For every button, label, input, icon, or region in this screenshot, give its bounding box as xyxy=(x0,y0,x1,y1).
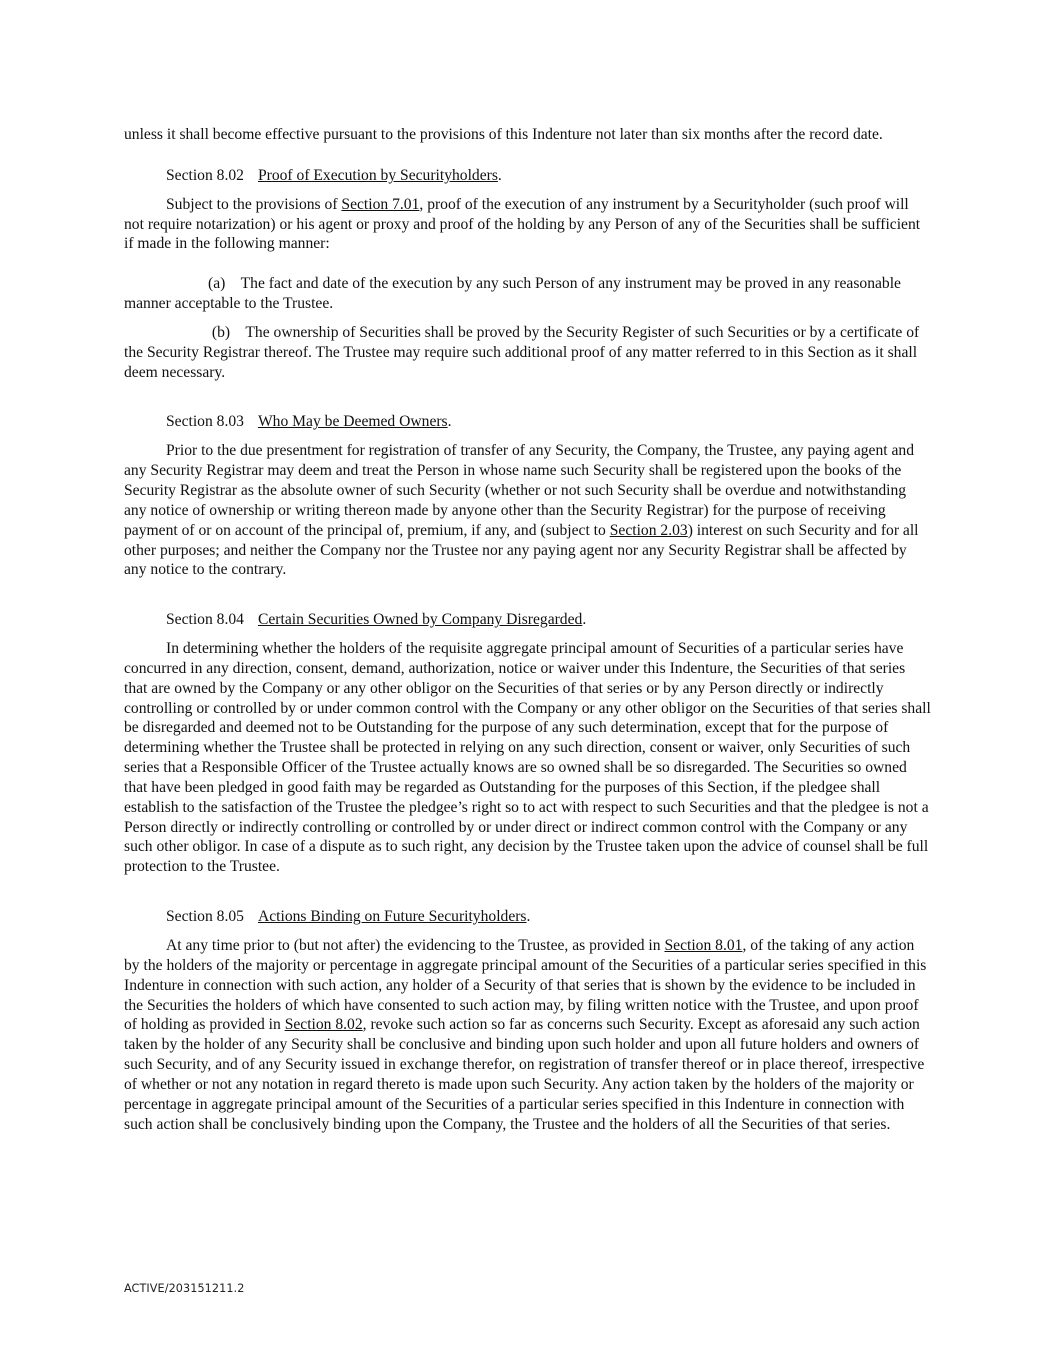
section-8-03-period: . xyxy=(447,413,452,431)
section-7-01-reference: Section 7.01 xyxy=(341,195,420,213)
section-8-03-text-1: Prior to the due presentment for registration of transfer of any Security, the Company, the Trustee, any paying agent and any Security Registrar may deem and treat the Person in whose name such Security shall be registered upon the books of the Security Registrar as the absolute owner of such Security (whether or not such Security shall be overdue and notwithstanding any notice of ownership or writing thereon made by anyone other than the Security Registrar) for the purpose of receiving payment of or on account of the principal of, premium, if any, and (subject to xyxy=(124,442,915,539)
section-8-05-text-1: At any time prior to (but not after) the evidencing to the Trustee, as provided in xyxy=(166,937,665,954)
section-8-02-title: Proof of Execution by Securityholders xyxy=(257,166,498,184)
section-8-04-paragraph: In determining whether the holders of the requisite aggregate principal amount of Securities of a particular series have concurred in any direction, consent, demand, authorization, notice or waiver under this Indenture, the Securities of that series that are owned by the Company or any other obligor on the Securities of that series or by any Person directly or indirectly controlling or controlled by or under common control with the Company or any other obligor on the Securities of that series shall be disregarded and deemed not to be Outstanding for the purpose of any such determination, except that for the purpose of determining whether the Trustee shall be protected in relying on any such direction, consent or waiver, only Securities of such series that a Responsible Officer of the Trustee actually knows are so owned shall be so disregarded. The Securities so owned that have been pledged in good faith may be regarded as Outstanding for the purposes of this Section, if the pledgee shall establish to the satisfaction of the Trustee the pledgee’s right so to act with respect to such Securities and that the pledgee is not a Person directly or indirectly controlling or controlled by or under direct or indirect common control with the Company or any such other obligor. In case of a dispute as to such right, any decision by the Trustee taken upon the advice of counsel shall be full protection to the Trustee. xyxy=(124,640,931,876)
section-8-04-heading xyxy=(124,610,932,630)
section-8-05-paragraph xyxy=(124,936,932,1134)
intro-paragraph: unless it shall become effective pursuant to the provisions of this Indenture not later than six months after the record date. xyxy=(124,126,883,143)
section-8-03-paragraph xyxy=(124,441,932,580)
section-8-05-text-2: , of the taking of any action by the holders of the majority or percentage in aggregate principal amount of the Securities of a particular series specified in this Indenture in connection with such action, any holder of a Security of that series that is shown by the evidence to be included in the Securities the holders of which have consented to such action may, by filing written notice with the Trustee, and upon proof of holding as provided in xyxy=(124,937,927,1034)
section-8-02-number: Section 8.02 xyxy=(166,166,244,184)
document-page xyxy=(124,125,932,1134)
section-8-02-text-2: , proof of the execution of any instrument by a Securityholder (such proof will not require notarization) or his agent or proxy and proof of the holding by any Person of any of the Securities shall be sufficient if made in the following manner: xyxy=(124,195,921,253)
section-8-05-number: Section 8.05 xyxy=(166,908,244,926)
section-8-05-heading xyxy=(124,907,932,927)
section-2-03-reference: Section 2.03 xyxy=(609,521,688,539)
section-8-03-number: Section 8.03 xyxy=(166,413,244,431)
document-id-footer: ACTIVE/203151211.2 xyxy=(124,1282,245,1295)
section-8-02-paragraph xyxy=(124,195,932,255)
section-8-04-number: Section 8.04 xyxy=(166,611,244,629)
section-8-05-text-3: , revoke such action so far as concerns such Security. Except as aforesaid any such action taken by the holder of any Security shall be conclusive and binding upon such holder and upon all future holders and owners of such Security, and of any Security issued in exchange therefor, on registration of transfer thereof or in place thereof, irrespective of whether or not any notation in regard thereto is made upon such Security. Any action taken by the holders of the majority or percentage in aggregate principal amount of the Securities of a particular series specified in this Indenture in connection with such action shall be conclusively binding upon the Company, the Trustee and the holders of all the Securities of that series. xyxy=(124,1016,925,1133)
section-8-01-reference: Section 8.01 xyxy=(664,937,743,954)
section-8-02-clause-a: (a) The fact and date of the execution by any such Person of any instrument may be proved in any reasonable manner acceptable to the Trustee. xyxy=(124,275,905,313)
section-8-02-reference: Section 8.02 xyxy=(284,1016,363,1034)
section-8-03-title: Who May be Deemed Owners xyxy=(257,413,448,431)
section-8-02-heading xyxy=(124,166,932,186)
section-8-02-period: . xyxy=(497,166,502,184)
section-8-03-text-2: ) interest on such Security and for all other purposes; and neither the Company nor the Trustee nor any paying agent nor any Security Registrar shall be affected by any notice to the contrary. xyxy=(124,521,919,579)
section-8-04-period: . xyxy=(582,611,587,629)
section-8-05-title: Actions Binding on Future Securityholders xyxy=(257,908,527,926)
section-8-02-text-1: Subject to the provisions of xyxy=(166,195,342,213)
section-8-03-heading xyxy=(124,412,932,432)
section-8-02-clause-b: (b) The ownership of Securities shall be proved by the Security Register of such Securities or by a certificate of the Security Registrar thereof. The Trustee may require such additional proof of any matter referred to in this Section as it shall deem necessary. xyxy=(124,323,924,381)
section-8-04-title: Certain Securities Owned by Company Disregarded xyxy=(257,611,583,629)
section-8-05-period: . xyxy=(526,908,531,926)
